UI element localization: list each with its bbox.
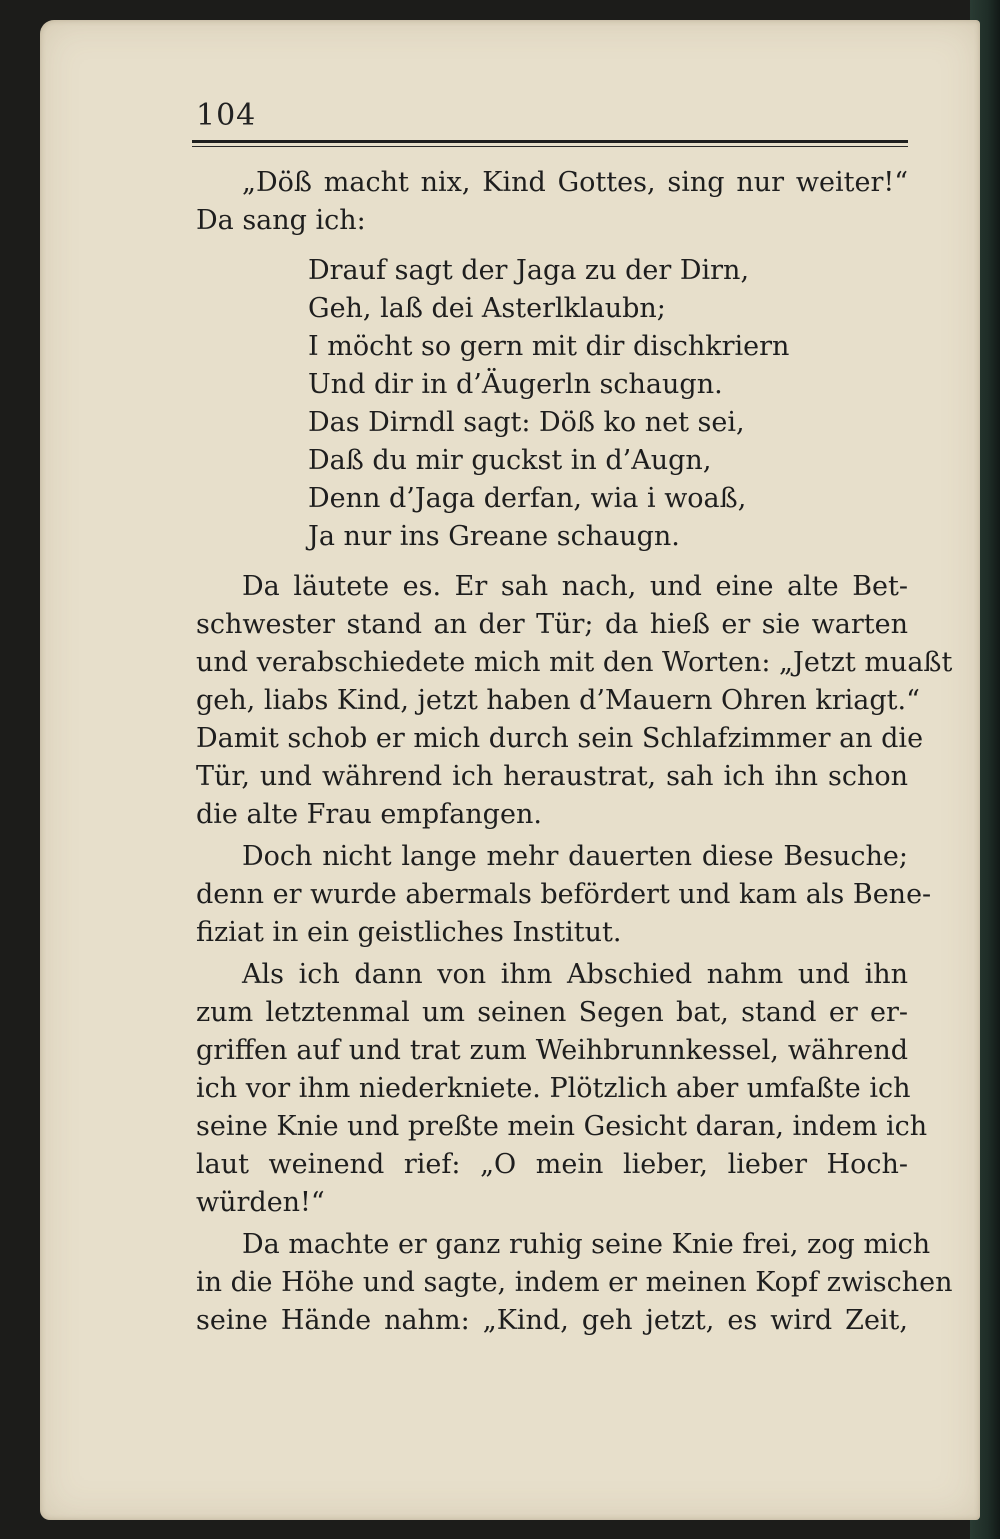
- paragraph-line: seine Knie und preßte mein Gesicht daran, indem ich: [196, 1111, 928, 1142]
- paragraph-line: Tür, und während ich heraustrat, sah ich ihn schon: [196, 761, 908, 792]
- paragraph-line: fiziat in ein geistliches Institut.: [196, 917, 622, 948]
- paragraph-line: laut weinend rief: „O mein lieber, lieber Hoch-: [196, 1149, 908, 1180]
- header-rule-thick: [192, 140, 908, 143]
- paragraph-line: in die Höhe und sagte, indem er meinen Kopf zwischen: [196, 1267, 953, 1298]
- verse-line: Geh, laß dei Asterlklaubn;: [308, 293, 666, 324]
- paragraph-line: die alte Frau empfangen.: [196, 799, 542, 830]
- paragraph-line: Damit schob er mich durch sein Schlafzimmer an die: [196, 723, 924, 754]
- paragraph-line: und verabschiedete mich mit den Worten: „Jetzt muaßt: [196, 647, 953, 678]
- dialogue-line: Da sang ich:: [196, 205, 366, 236]
- verse-stanza: [196, 252, 908, 556]
- paragraph-line: Als ich dann von ihm Abschied nahm und ihn: [242, 959, 908, 990]
- paragraph-line: ich vor ihm niederkniete. Plötzlich aber umfaßte ich: [196, 1073, 911, 1104]
- paragraph-line: Da läutete es. Er sah nach, und eine alte Bet-: [242, 571, 908, 602]
- paragraph: [196, 838, 932, 952]
- page-number: 104: [196, 98, 257, 133]
- paragraph-line: Da machte er ganz ruhig seine Knie frei, zog mich: [242, 1229, 931, 1260]
- verse-line: Daß du mir guckst in d’Augn,: [308, 445, 712, 476]
- dialogue-line: „Döß macht nix, Kind Gottes, sing nur weiter!“: [242, 167, 908, 198]
- paragraph: [196, 568, 953, 834]
- paragraph-line: denn er wurde abermals befördert und kam als Bene-: [196, 879, 932, 910]
- verse-line: Drauf sagt der Jaga zu der Dirn,: [308, 255, 750, 286]
- verse-line: I möcht so gern mit dir dischkriern: [308, 331, 790, 362]
- paragraph: [196, 1226, 953, 1340]
- header-rule-thin: [192, 146, 908, 147]
- page-body-text: [196, 164, 953, 1340]
- paragraph-line: griffen auf und trat zum Weihbrunnkessel, während: [196, 1035, 908, 1066]
- verse-line: Und dir in d’Äugerln schaugn.: [308, 369, 723, 400]
- paragraph: [196, 956, 928, 1222]
- paragraph-line: geh, liabs Kind, jetzt haben d’Mauern Ohren kriagt.“: [196, 685, 920, 716]
- paragraph-line: Doch nicht lange mehr dauerten diese Besuche;: [242, 841, 908, 872]
- verse-line: Ja nur ins Greane schaugn.: [308, 521, 680, 552]
- paragraph-line: seine Hände nahm: „Kind, geh jetzt, es wird Zeit,: [196, 1305, 908, 1336]
- paragraph-line: würden!“: [196, 1187, 325, 1218]
- paragraph-line: schwester stand an der Tür; da hieß er sie warten: [196, 609, 908, 640]
- paragraph-line: zum letztenmal um seinen Segen bat, stand er er-: [196, 997, 908, 1028]
- verse-line: Das Dirndl sagt: Döß ko net sei,: [308, 407, 745, 438]
- verse-line: Denn d’Jaga derfan, wia i woaß,: [308, 483, 747, 514]
